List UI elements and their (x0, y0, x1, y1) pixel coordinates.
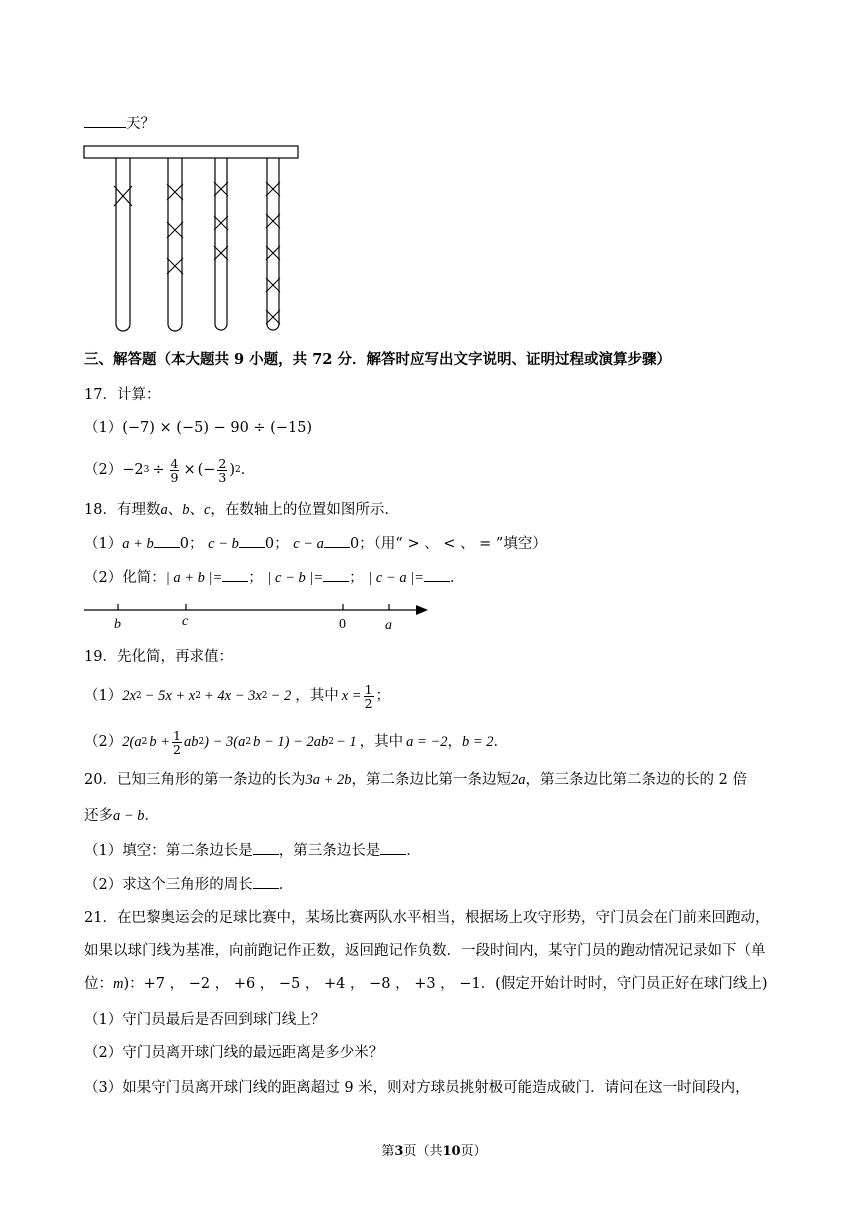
fraction: $\frac{2}{3}$ (218, 455, 227, 485)
q21-part3: （3）如果守门员离开球门线的距离超过 9 米，则对方球员挑射极可能造成破门．请问在这一时间段内， (84, 1080, 750, 1096)
q20-line1: 20．已知三角形的第一条边的长为3a + 2b，第二条边比第一条边短2a，第三条边比第二条边的长的 2 倍 (84, 772, 747, 788)
fraction: $\frac{4}{9}$ (170, 455, 179, 485)
q21-part2: （2）守门员离开球门线的最远距离是多少米？ (84, 1045, 384, 1061)
answer-blank (84, 113, 126, 128)
q21-part1: （1）守门员最后是否回到球门线上？ (84, 1012, 326, 1028)
q18-part1: （1）a + b 0； c − b 0； c − a 0；（用“ > 、 < 、 = ”填空） (84, 533, 547, 554)
q20-part2: （2）求这个三角形的周长 ． (84, 874, 293, 895)
q20-line2: 还多a − b． (84, 808, 160, 824)
q21-line2: 如果以球门线为基准，向前跑记作正数，返回跑记作负数．一段时间内，某守门员的跑动情况记录如下（单 (84, 943, 766, 959)
q20-part1: （1）填空：第二条边长是 ，第三条边长是 ． (84, 840, 421, 861)
previous-question-tail: 天？ (84, 113, 155, 134)
q19-stem: 19．先化简，再求值： (84, 649, 233, 665)
q19-part2: （2） 2(a 2 b + $\frac{1}{2}$ ab 2 ) − 3(a 2 b − 1) − 2ab 2 − 1 ，其中 a = −2 ， b = 2 ． (84, 727, 509, 757)
q21-line3: 位：m)：+7 ， −2 ， +6 ， −5 ， +4 ， −8 ， +3 ， −1．(假定开始计时时，守门员正好在球门线上) (84, 976, 768, 992)
q17-part2: （2） −2 3 ÷ $\frac{4}{9}$ × (− $\frac{2}{3}$ ) 2 ． (84, 455, 256, 485)
q18-stem: 18．有理数a、b、c，在数轴上的位置如图所示． (84, 502, 399, 518)
page-footer: 第3页（共10页） (381, 1144, 487, 1159)
axis-label-c: c (182, 614, 189, 629)
q19-part1: （1） 2x 2 − 5x + x 2 + 4x − 3x 2 − 2 ，其中 x = $\frac{1}{2}$ ； (84, 681, 391, 711)
fraction: $\frac{1}{2}$ (364, 681, 373, 711)
axis-label-a: a (385, 618, 392, 633)
q18-part2: （2）化简：| a + b |= ； | c − b |= ； | c − a |= ． (84, 567, 464, 588)
axis-label-b: b (114, 617, 121, 632)
stick-figure (80, 144, 304, 334)
section-title: 三、解答题（本大题共 9 小题，共 72 分．解答时应写出文字说明、证明过程或演算步骤） (84, 351, 671, 368)
q21-line1: 21．在巴黎奥运会的足球比赛中，某场比赛两队水平相当，根据场上攻守形势，守门员会在门前来回跑动， (84, 910, 770, 926)
fraction: $\frac{1}{2}$ (172, 727, 181, 757)
axis-label-0: 0 (339, 617, 346, 632)
q17-part1: （1）(−7) × (−5) − 90 ÷ (−15) (84, 420, 313, 436)
number-line (80, 598, 440, 634)
q17-stem: 17．计算： (84, 387, 161, 403)
